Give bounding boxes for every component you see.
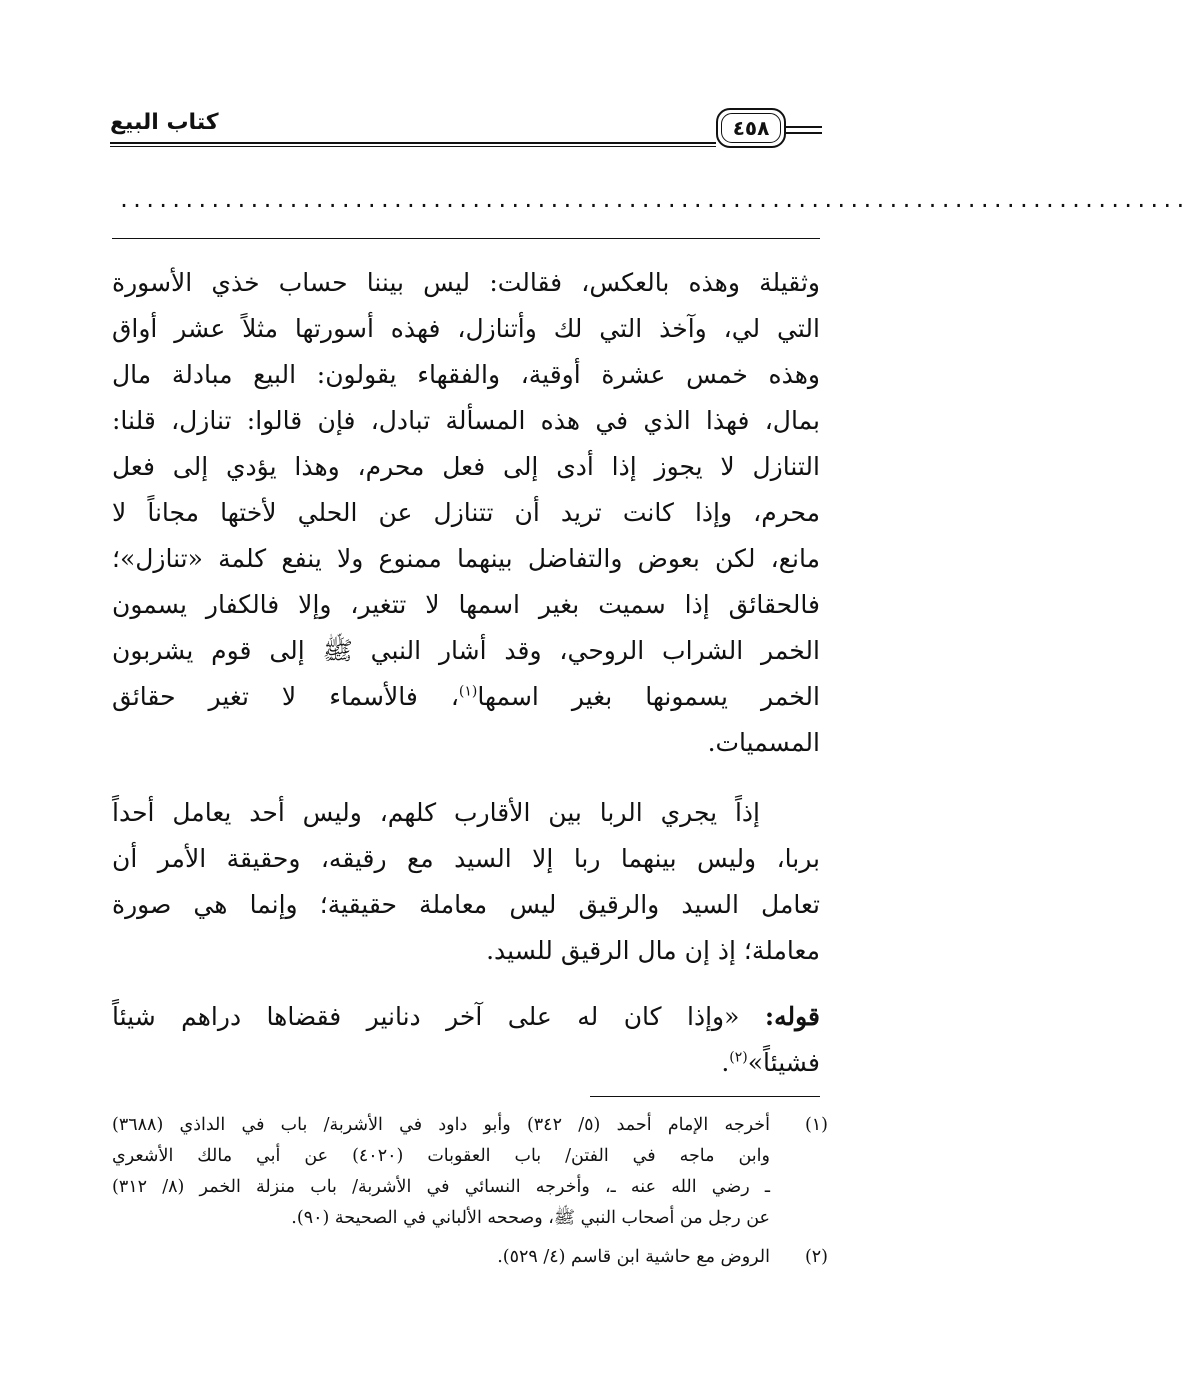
footnote-1 — [112, 1110, 828, 1234]
footnote-line: الروض مع حاشية ابن قاسم (٤/ ٥٢٩). — [497, 1247, 770, 1267]
ellipsis-dots: .................................................................................. — [118, 188, 1187, 212]
footnote-2 — [112, 1242, 828, 1273]
text-segment: ، فالأسماء لا تغير حقائق — [112, 682, 459, 711]
paragraph-3 — [112, 994, 820, 1086]
page-number: ٤٥٨ — [732, 116, 770, 140]
text-line — [112, 1040, 820, 1086]
footnote-ref-1[interactable]: (١) — [458, 683, 478, 700]
text-line: وهذه خمس عشرة أوقية، والفقهاء يقولون: البيع مبادلة مال — [112, 360, 820, 389]
text-line — [112, 994, 820, 1040]
footnote-number: (١) — [804, 1115, 828, 1135]
page-header — [110, 108, 822, 158]
paragraph-2 — [112, 790, 820, 974]
text-segment: فشيئاً» — [747, 1048, 820, 1077]
text-line: فالحقائق إذا سميت بغير اسمها لا تتغير، وإلا فالكفار يسمون — [112, 590, 820, 619]
header-rule — [110, 142, 716, 147]
footnote-number: (٢) — [804, 1247, 828, 1267]
text-line: وثقيلة وهذه بالعكس، فقالت: ليس بيننا حساب خذي الأسورة — [112, 268, 820, 297]
separator-rule — [112, 238, 820, 239]
text-segment: . — [721, 1048, 730, 1077]
footnote-ref-2[interactable]: (٢) — [729, 1049, 748, 1066]
footnote-rule — [590, 1096, 820, 1097]
text-line: مانع، لكن بعوض والتفاضل بينهما ممنوع ولا ينفع كلمة «تنازل»؛ — [112, 544, 820, 573]
text-line: التنازل لا يجوز إذا أدى إلى فعل محرم، وهذا يؤدي إلى فعل — [112, 452, 820, 481]
footnotes — [112, 1110, 828, 1281]
text-line: التي لي، وآخذ التي لك وأتنازل، فهذه أسورتها مثلاً عشر أواق — [112, 314, 820, 343]
text-segment: «وإذا كان له على آخر دنانير فقضاها دراهم شيئاً — [112, 1002, 740, 1031]
text-line: تعامل السيد والرقيق ليس معاملة حقيقية؛ وإنما هي صورة — [112, 890, 820, 919]
text-line: الخمر الشراب الروحي، وقد أشار النبي ﷺ إلى قوم يشربون — [112, 636, 820, 665]
text-line: إذاً يجري الربا بين الأقارب كلهم، وليس أحد يعامل أحداً — [112, 798, 760, 827]
header-rule-tail — [786, 126, 822, 128]
text-line: المسميات. — [707, 728, 820, 757]
quote-label: قوله: — [764, 1002, 820, 1031]
page-number-frame — [716, 108, 786, 148]
footnote-line: عن رجل من أصحاب النبي ﷺ، وصححه الألباني في الصحيحة (٩٠). — [291, 1208, 770, 1228]
footnote-line: وابن ماجه في الفتن/ باب العقوبات (٤٠٢٠) عن أبي مالك الأشعري — [112, 1146, 770, 1166]
footnote-line: أخرجه الإمام أحمد (٥/ ٣٤٢) وأبو داود في الأشربة/ باب في الداذي (٣٦٨٨) — [112, 1115, 770, 1135]
paragraph-1 — [112, 260, 820, 766]
text-line: بمال، فهذا الذي في هذه المسألة تبادل، فإن قالوا: تنازل، قلنا: — [112, 406, 820, 435]
text-segment: الخمر يسمونها بغير اسمها — [477, 682, 820, 711]
text-line: بربا، وليس بينهما ربا إلا السيد مع رقيقه، وحقيقة الأمر أن — [112, 844, 820, 873]
text-line: معاملة؛ إذ إن مال الرقيق للسيد. — [486, 936, 820, 965]
header-rule-tail — [786, 132, 822, 134]
running-title: كتاب البيع — [110, 110, 219, 135]
footnote-line: ـ رضي الله عنه ـ، وأخرجه النسائي في الأشربة/ باب منزلة الخمر (٨/ ٣١٢) — [112, 1177, 770, 1197]
text-line — [112, 674, 820, 720]
text-line: محرم، وإذا كانت تريد أن تتنازل عن الحلي لأختها مجاناً لا — [112, 498, 820, 527]
